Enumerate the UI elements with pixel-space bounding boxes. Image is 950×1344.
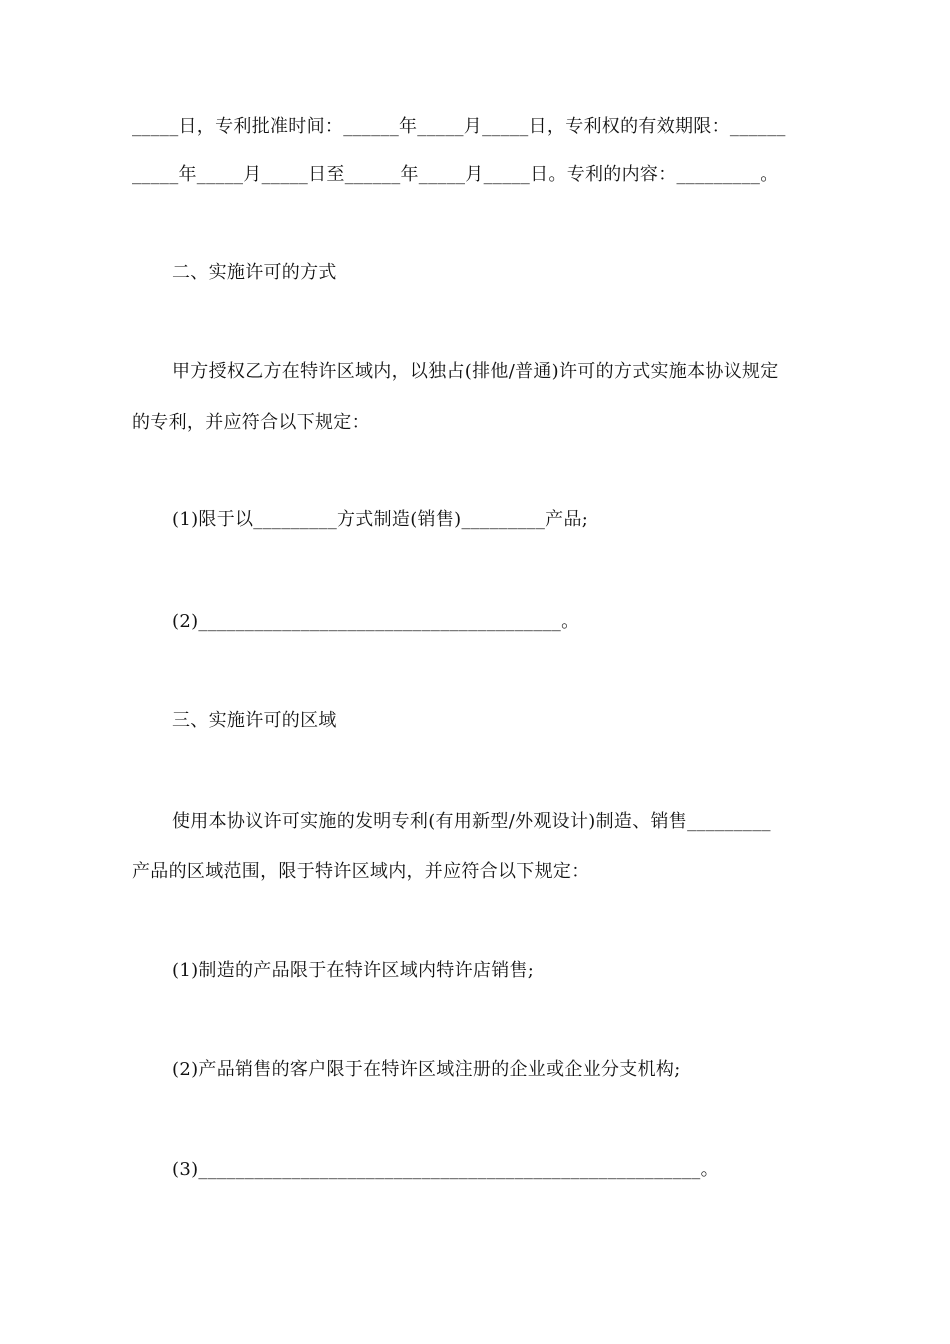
list-item-4: (2)产品销售的客户限于在特许区域注册的企业或企业分支机构; (172, 1059, 681, 1080)
text-line-2: _____年_____月_____日至______年_____月_____日。专利的内容：_________。 (132, 164, 779, 185)
paragraph-line-2: 的专利，并应符合以下规定： (132, 412, 370, 433)
section-heading-3: 三、实施许可的区域 (172, 710, 337, 731)
list-item-3: (1)制造的产品限于在特许区域内特许店销售; (172, 960, 535, 981)
list-item-2: (2)_______________________________________。 (172, 611, 580, 632)
paragraph-line-4: 产品的区域范围，限于特许区域内，并应符合以下规定： (132, 861, 590, 882)
list-item-1: (1)限于以_________方式制造(销售)_________产品; (172, 509, 589, 530)
section-heading-2: 二、实施许可的方式 (172, 262, 337, 283)
list-item-5: (3)______________________________________________________。 (172, 1159, 719, 1180)
paragraph-line-3: 使用本协议许可实施的发明专利(有用新型/外观设计)制造、销售_________ (172, 811, 771, 832)
paragraph-line-1: 甲方授权乙方在特许区域内，以独占(排他/普通)许可的方式实施本协议规定 (172, 361, 779, 382)
text-line-1: _____日，专利批准时间：______年_____月_____日，专利权的有效期限：______ (132, 116, 786, 137)
